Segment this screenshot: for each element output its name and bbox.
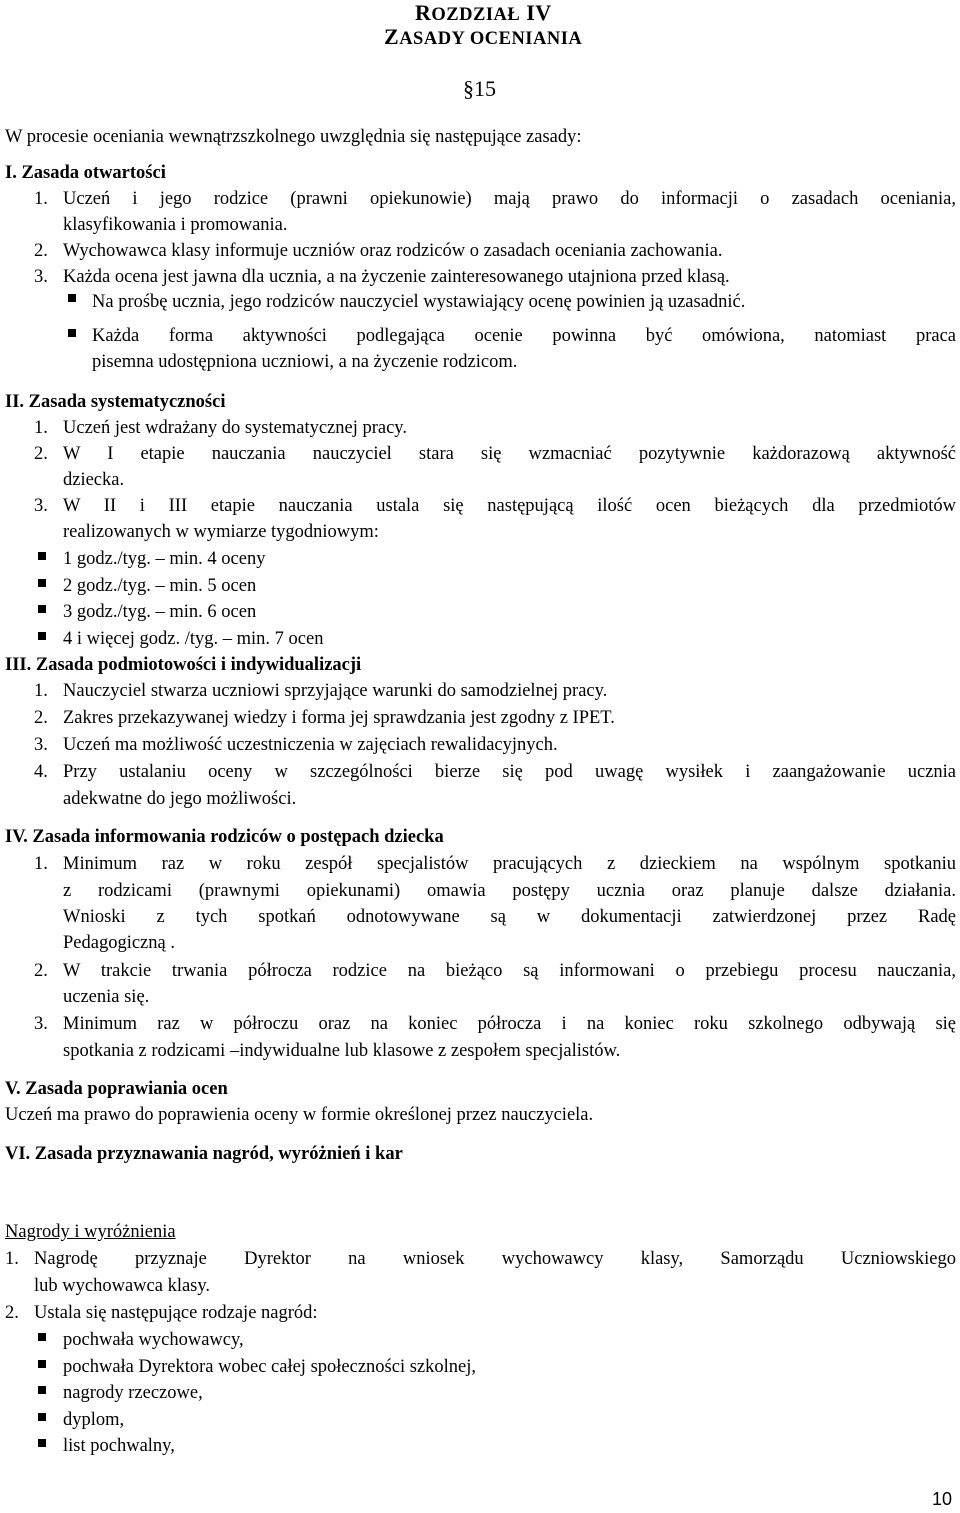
list-item-text: W trakcie trwania półrocza rodzice na bieżąco są informowani o przebiegu procesu nauczania, bbox=[63, 961, 956, 981]
list-item-text: Pedagogiczną . bbox=[63, 933, 175, 953]
list-number: 2. bbox=[34, 444, 48, 464]
list-item-text: dziecka. bbox=[63, 470, 125, 490]
list-number: 1. bbox=[34, 854, 48, 874]
chapter-title-line1: ROZDZIAŁ IV bbox=[415, 0, 552, 25]
list-item-text: Minimum raz w roku zespół specjalistów pracujących z dzieckiem na wspólnym spotkaniu bbox=[63, 854, 956, 874]
bullet-square-icon bbox=[38, 605, 46, 613]
grade-rule: 4 i więcej godz. /tyg. – min. 7 ocen bbox=[63, 629, 324, 649]
bullet-text: pisemna udostępniona uczniowi, a na życzenie rodzicom. bbox=[92, 352, 518, 372]
section-2-heading: II. Zasada systematyczności bbox=[5, 392, 226, 412]
bullet-square-icon bbox=[38, 632, 46, 640]
list-number: 1. bbox=[5, 1249, 19, 1269]
bullet-square-icon bbox=[38, 1333, 46, 1341]
section-4-heading: IV. Zasada informowania rodziców o postępach dziecka bbox=[5, 827, 444, 847]
list-number: 4. bbox=[34, 762, 48, 782]
award-item: pochwała wychowawcy, bbox=[63, 1330, 244, 1350]
list-item-text: Wnioski z tych spotkań odnotowywane są w dokumentacji zatwierdzonej przez Radę bbox=[63, 907, 956, 927]
section-mark: §15 bbox=[463, 76, 496, 101]
grade-rule: 2 godz./tyg. – min. 5 ocen bbox=[63, 576, 257, 596]
list-item-text: Nagrodę przyznaje Dyrektor na wniosek wychowawcy klasy, Samorządu Uczniowskiego bbox=[34, 1249, 956, 1269]
grade-rule: 1 godz./tyg. – min. 4 oceny bbox=[63, 549, 266, 569]
bullet-text: Na prośbę ucznia, jego rodziców nauczyciel wystawiający ocenę powinien ją uzasadnić. bbox=[92, 292, 746, 312]
list-item-text: Uczeń i jego rodzice (prawni opiekunowie) mają prawo do informacji o zasadach oceniania, bbox=[63, 189, 956, 209]
section-1-heading: I. Zasada otwartości bbox=[5, 163, 166, 183]
list-item-text: realizowanych w wymiarze tygodniowym: bbox=[63, 522, 379, 542]
award-item: nagrody rzeczowe, bbox=[63, 1383, 203, 1403]
list-item-text: Uczeń ma możliwość uczestniczenia w zajęciach rewalidacyjnych. bbox=[63, 735, 558, 755]
page-number: 10 bbox=[932, 1489, 953, 1509]
subheading-awards: Nagrody i wyróżnienia bbox=[5, 1222, 176, 1242]
list-item-text: Ustala się następujące rodzaje nagród: bbox=[34, 1303, 318, 1323]
list-number: 1. bbox=[34, 189, 48, 209]
bullet-square-icon bbox=[38, 1413, 46, 1421]
list-number: 3. bbox=[34, 496, 48, 516]
list-item-text: W II i III etapie nauczania ustala się następującą ilość ocen bieżących dla przedmiotów bbox=[63, 496, 956, 516]
list-number: 1. bbox=[34, 418, 48, 438]
bullet-square-icon bbox=[38, 1439, 46, 1447]
list-number: 3. bbox=[34, 267, 48, 287]
grade-rule: 3 godz./tyg. – min. 6 ocen bbox=[63, 602, 257, 622]
bullet-square-icon bbox=[68, 329, 76, 337]
intro-text: W procesie oceniania wewnątrzszkolnego uwzględnia się następujące zasady: bbox=[5, 127, 582, 147]
section-5-heading: V. Zasada poprawiania ocen bbox=[5, 1079, 228, 1099]
section-3-heading: III. Zasada podmiotowości i indywidualizacji bbox=[5, 655, 362, 675]
list-item-text: spotkania z rodzicami –indywidualne lub klasowe z zespołem specjalistów. bbox=[63, 1041, 621, 1061]
list-item-text: lub wychowawca klasy. bbox=[34, 1276, 211, 1296]
list-number: 2. bbox=[5, 1303, 19, 1323]
bullet-square-icon bbox=[38, 1360, 46, 1368]
list-item-text: Nauczyciel stwarza uczniowi sprzyjające warunki do samodzielnej pracy. bbox=[63, 681, 608, 701]
list-number: 2. bbox=[34, 241, 48, 261]
award-item: pochwała Dyrektora wobec całej społeczności szkolnej, bbox=[63, 1357, 476, 1377]
bullet-square-icon bbox=[38, 1386, 46, 1394]
bullet-square-icon bbox=[38, 579, 46, 587]
award-item: dyplom, bbox=[63, 1410, 125, 1430]
section-5-text: Uczeń ma prawo do poprawienia oceny w formie określonej przez nauczyciela. bbox=[5, 1105, 594, 1125]
list-number: 1. bbox=[34, 681, 48, 701]
list-number: 3. bbox=[34, 735, 48, 755]
list-number: 3. bbox=[34, 1014, 48, 1034]
list-number: 2. bbox=[34, 708, 48, 728]
list-item-text: Minimum raz w półroczu oraz na koniec półrocza i na koniec roku szkolnego odbywają się bbox=[63, 1014, 956, 1034]
list-item-text: Wychowawca klasy informuje uczniów oraz rodziców o zasadach oceniania zachowania. bbox=[63, 241, 723, 261]
bullet-square-icon bbox=[38, 552, 46, 560]
list-item-text: adekwatne do jego możliwości. bbox=[63, 789, 297, 809]
list-item-text: Przy ustalaniu oceny w szczególności bierze się pod uwagę wysiłek i zaangażowanie ucznia bbox=[63, 762, 956, 782]
chapter-title-line2: ZASADY OCENIANIA bbox=[384, 24, 583, 49]
list-item-text: klasyfikowania i promowania. bbox=[63, 215, 288, 235]
list-item-text: Uczeń jest wdrażany do systematycznej pracy. bbox=[63, 418, 407, 438]
bullet-text: Każda forma aktywności podlegająca ocenie powinna być omówiona, natomiast praca bbox=[92, 326, 956, 346]
award-item: list pochwalny, bbox=[63, 1436, 175, 1456]
list-item-text: z rodzicami (prawnymi opiekunami) omawia postępy ucznia oraz planuje dalsze działania. bbox=[63, 881, 956, 901]
bullet-square-icon bbox=[68, 294, 76, 302]
list-number: 2. bbox=[34, 961, 48, 981]
list-item-text: uczenia się. bbox=[63, 987, 150, 1007]
section-6-heading: VI. Zasada przyznawania nagród, wyróżnień i kar bbox=[5, 1144, 403, 1164]
list-item-text: W I etapie nauczania nauczyciel stara się wzmacniać pozytywnie każdorazową aktywność bbox=[63, 444, 956, 464]
list-item-text: Każda ocena jest jawna dla ucznia, a na życzenie zainteresowanego utajniona przed klasą. bbox=[63, 267, 730, 287]
list-item-text: Zakres przekazywanej wiedzy i forma jej sprawdzania jest zgodny z IPET. bbox=[63, 708, 615, 728]
